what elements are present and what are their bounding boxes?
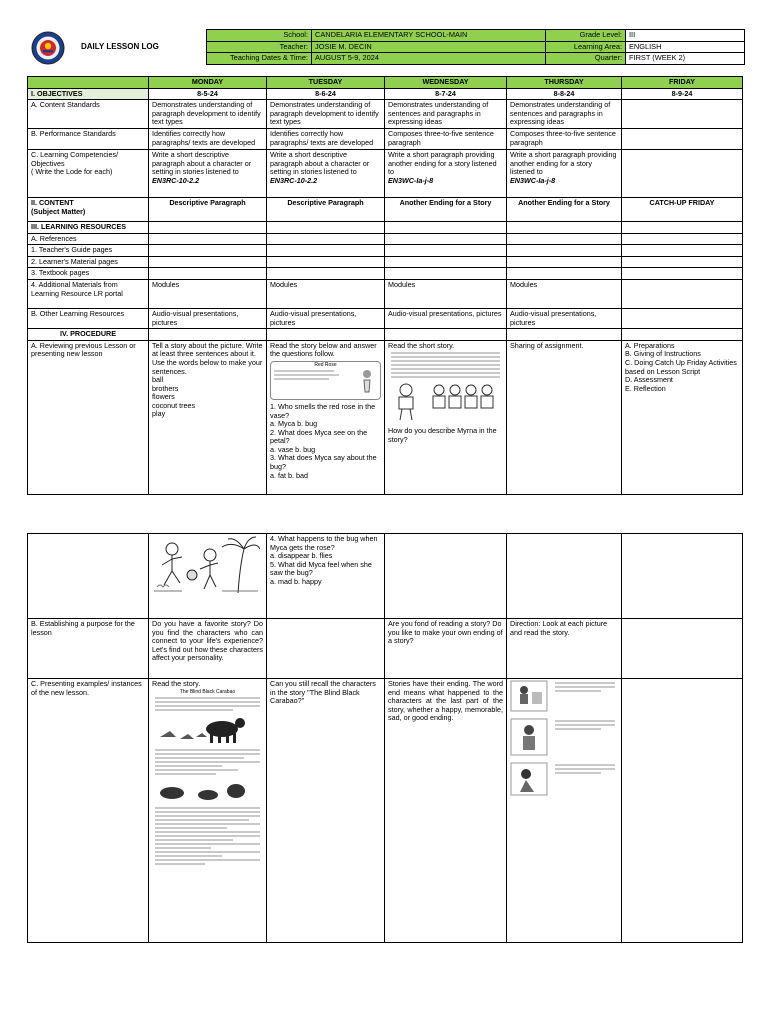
lesson-table [27,76,743,495]
competencies-label: C. Learning Competencies/ Objectives ( Write the Lode for each) [28,149,149,197]
presenting-mon [149,679,267,943]
other-mon: Audio-visual presentations, pictures [149,308,267,328]
content-standards-label: A. Content Standards [28,100,149,129]
competency-text: Write a short descriptive paragraph about a character or setting in stories listened to [152,149,252,177]
word-item: coconut trees [152,400,196,410]
performance-standards-fri [622,128,743,149]
lesson-table-continued [27,533,743,943]
question-line: 1. Who smells the red rose in the vase? [270,401,376,420]
corner-cell [28,77,149,89]
competency-code: EN3RC-10-2.2 [152,175,200,185]
empty-cell [267,268,385,280]
empty-cell [622,619,743,679]
school-label: School: [207,30,312,42]
log-title: DAILY LESSON LOG [81,42,159,51]
purpose-label: B. Establishing a purpose for the lesson [28,619,149,679]
empty-cell [507,256,622,268]
lm-pages-label: 2. Learner's Material pages [28,256,149,268]
tb-pages-label: 3. Textbook pages [28,268,149,280]
story-text-image [388,352,503,378]
empty-cell [622,268,743,280]
area-value: ENGLISH [626,41,745,53]
reviewing-wed [385,340,507,494]
day-friday: FRIDAY [622,77,743,89]
quarter-label: Quarter: [546,53,626,65]
date-friday: 8-9-24 [622,88,743,100]
presenting-thu [507,679,622,943]
picture-story-2 [510,718,618,756]
animals-illustration [152,777,256,805]
content-standards-tue: Demonstrates understanding of paragraph development to identify text types [267,100,385,129]
competencies-tue [267,149,385,197]
content-mon: Descriptive Paragraph [149,197,267,221]
fri-step: C. Doing Catch Up Friday Activities based on Lesson Script [625,357,737,376]
carabao-illustration [152,713,256,747]
empty-cell [267,233,385,245]
additional-label: 4. Additional Materials from Learning Resource LR portal [28,279,149,308]
performance-standards-mon: Identifies correctly how paragraphs/ texts are developed [149,128,267,149]
reviewing-fri [622,340,743,494]
reviewing-mon-picture [149,534,267,619]
empty-cell [622,308,743,328]
performance-standards-tue: Identifies correctly how paragraphs/ texts are developed [267,128,385,149]
content-tue: Descriptive Paragraph [267,197,385,221]
empty-cell [385,221,507,233]
area-label: Learning Area: [546,41,626,53]
empty-cell [622,329,743,341]
empty-cell [267,619,385,679]
empty-cell [385,233,507,245]
competencies-fri [622,149,743,197]
content-wed: Another Ending for a Story [385,197,507,221]
resources-heading: III. LEARNING RESOURCES [28,221,149,233]
dates-value: AUGUST 5-9, 2024 [312,53,546,65]
story-title: The Blind Black Carabao [179,688,236,695]
word-item: flowers [152,392,175,402]
content-standards-mon: Demonstrates understanding of paragraph development to identify text types [149,100,267,129]
story-title: Red Rose [314,361,337,368]
other-wed: Audio-visual presentations, pictures [385,308,507,328]
content-standards-fri [622,100,743,129]
question-line: a. mad b. happy [270,576,322,586]
performance-standards-label: B. Performance Standards [28,128,149,149]
question-line: a. Myca b. bug [270,419,318,429]
word-item: ball [152,375,164,385]
reviewing-wed-text: Read the short story. [388,340,455,350]
presenting-tue: Can you still recall the characters in the story "The Blind Black Carabao?" [267,679,385,943]
empty-cell [267,245,385,257]
competency-code: EN3WC-Ia-j-8 [510,175,556,185]
quarter-value: FIRST (WEEK 2) [626,53,745,65]
reviewing-tue [267,340,385,494]
reviewing-mon [149,340,267,494]
empty-cell [507,534,622,619]
date-monday: 8-5-24 [149,88,267,100]
performance-standards-thu: Composes three-to-five sentence paragraph [507,128,622,149]
empty-cell [622,221,743,233]
picture-story-3 [510,762,618,796]
additional-wed: Modules [385,279,507,308]
competencies-thu [507,149,622,197]
other-label: B. Other Learning Resources [28,308,149,328]
competencies-mon [149,149,267,197]
empty-cell [622,256,743,268]
presenting-wed: Stories have their ending. The word end means what happened to the characters at the last part of the story, whether a happy, memorable, sad, or good ending. [385,679,507,943]
empty-cell [622,279,743,308]
competency-text: Write a short paragraph providing another ending for a story listened to [510,149,617,177]
empty-cell [28,534,149,619]
kids-playing-illustration [152,535,260,595]
empty-cell [149,221,267,233]
word-item: brothers [152,383,179,393]
additional-thu: Modules [507,279,622,308]
day-wednesday: WEDNESDAY [385,77,507,89]
empty-cell [622,233,743,245]
competencies-wed [385,149,507,197]
reviewing-wed-question: How do you describe Myrna in the story? [388,426,497,444]
fri-step: E. Reflection [625,383,666,393]
school-value: CANDELARIA ELEMENTARY SCHOOL-MAIN [312,30,546,42]
fri-step: A. Preparations [625,340,675,350]
fri-step: D. Assessment [625,375,673,385]
question-line: 5. What did Myca feel when she saw the bug? [270,559,372,578]
content-thu: Another Ending for a Story [507,197,622,221]
empty-cell [507,245,622,257]
picture-story-1 [510,680,618,712]
reviewing-thu: Sharing of assignment. [507,340,622,494]
additional-mon: Modules [149,279,267,308]
question-line: 3. What does Myca say about the bug? [270,453,377,472]
grade-label: Grade Level: [546,30,626,42]
deped-seal [31,31,65,65]
empty-cell [622,679,743,943]
content-standards-thu: Demonstrates understanding of sentences and paragraphs in expressing ideas [507,100,622,129]
competency-code: EN3WC-Ia-j-8 [388,175,434,185]
date-thursday: 8-8-24 [507,88,622,100]
empty-cell [267,256,385,268]
dates-label: Teaching Dates & Time: [207,53,312,65]
teacher-label: Teacher: [207,41,312,53]
date-tuesday: 8-6-24 [267,88,385,100]
empty-cell [267,221,385,233]
reviewing-tue-intro: Read the story below and answer the questions follow. [270,340,377,359]
empty-cell [507,233,622,245]
reviewing-tue-continued [267,534,385,619]
reviewing-mon-text: Tell a story about the picture. Write at least three sentences about it. Use the words below to make your sentences. [152,340,263,376]
empty-cell [507,329,622,341]
presenting-label: C. Presenting examples/ instances of the new lesson. [28,679,149,943]
empty-cell [149,233,267,245]
teacher-value: JOSIE M. DECIN [312,41,546,53]
empty-cell [149,329,267,341]
references-label: A. References [28,233,149,245]
empty-cell [385,245,507,257]
empty-cell [385,534,507,619]
presenting-mon-text: Read the story. [152,679,201,688]
date-wednesday: 8-7-24 [385,88,507,100]
empty-cell [149,268,267,280]
empty-cell [385,256,507,268]
content-standards-wed: Demonstrates understanding of sentences and paragraphs in expressing ideas [385,100,507,129]
day-thursday: THURSDAY [507,77,622,89]
question-line: a. disappear b. flies [270,551,333,561]
purpose-mon: Do you have a favorite story? Do you find the characters who can connect to your life's experience? Let's find out how these characters affect your personality. [149,619,267,679]
question-line: a. vase b. bug [270,444,316,454]
grade-value: III [626,30,745,42]
story-page-image [152,689,263,865]
empty-cell [267,329,385,341]
header-table [206,29,745,65]
competency-text: Write a short descriptive paragraph about a character or setting in stories listened to [270,149,370,177]
objectives-heading: I. OBJECTIVES [28,88,149,100]
day-monday: MONDAY [149,77,267,89]
procedure-heading: IV. PROCEDURE [28,329,149,341]
purpose-thu: Direction: Look at each picture and read the story. [507,619,622,679]
competency-text: Write a short paragraph providing another ending for a story listened to [388,149,497,177]
empty-cell [622,534,743,619]
empty-cell [149,256,267,268]
question-line: a. fat b. bad [270,470,308,480]
fri-step: B. Giving of Instructions [625,349,701,359]
children-illustration [388,382,503,422]
story-image-red-rose [270,361,381,400]
day-tuesday: TUESDAY [267,77,385,89]
empty-cell [385,329,507,341]
empty-cell [622,245,743,257]
word-item: play [152,409,166,419]
empty-cell [507,221,622,233]
empty-cell [507,268,622,280]
competency-code: EN3RC-10-2.2 [270,175,318,185]
empty-cell [149,245,267,257]
question-line: 4. What happens to the bug when Myca gets the rose? [270,534,378,552]
other-thu: Audio-visual presentations, pictures [507,308,622,328]
content-fri: CATCH-UP FRIDAY [622,197,743,221]
purpose-wed: Are you fond of reading a story? Do you like to make your own ending of a story? [385,619,507,679]
content-label: II. CONTENT (Subject Matter) [28,197,149,221]
reviewing-label: A. Reviewing previous Lesson or presenting new lesson [28,340,149,494]
performance-standards-wed: Composes three-to-five sentence paragraph [385,128,507,149]
other-tue: Audio-visual presentations, pictures [267,308,385,328]
additional-tue: Modules [267,279,385,308]
empty-cell [385,268,507,280]
question-line: 2. What does Myca see on the petal? [270,427,368,446]
tg-pages-label: 1. Teacher's Guide pages [28,245,149,257]
